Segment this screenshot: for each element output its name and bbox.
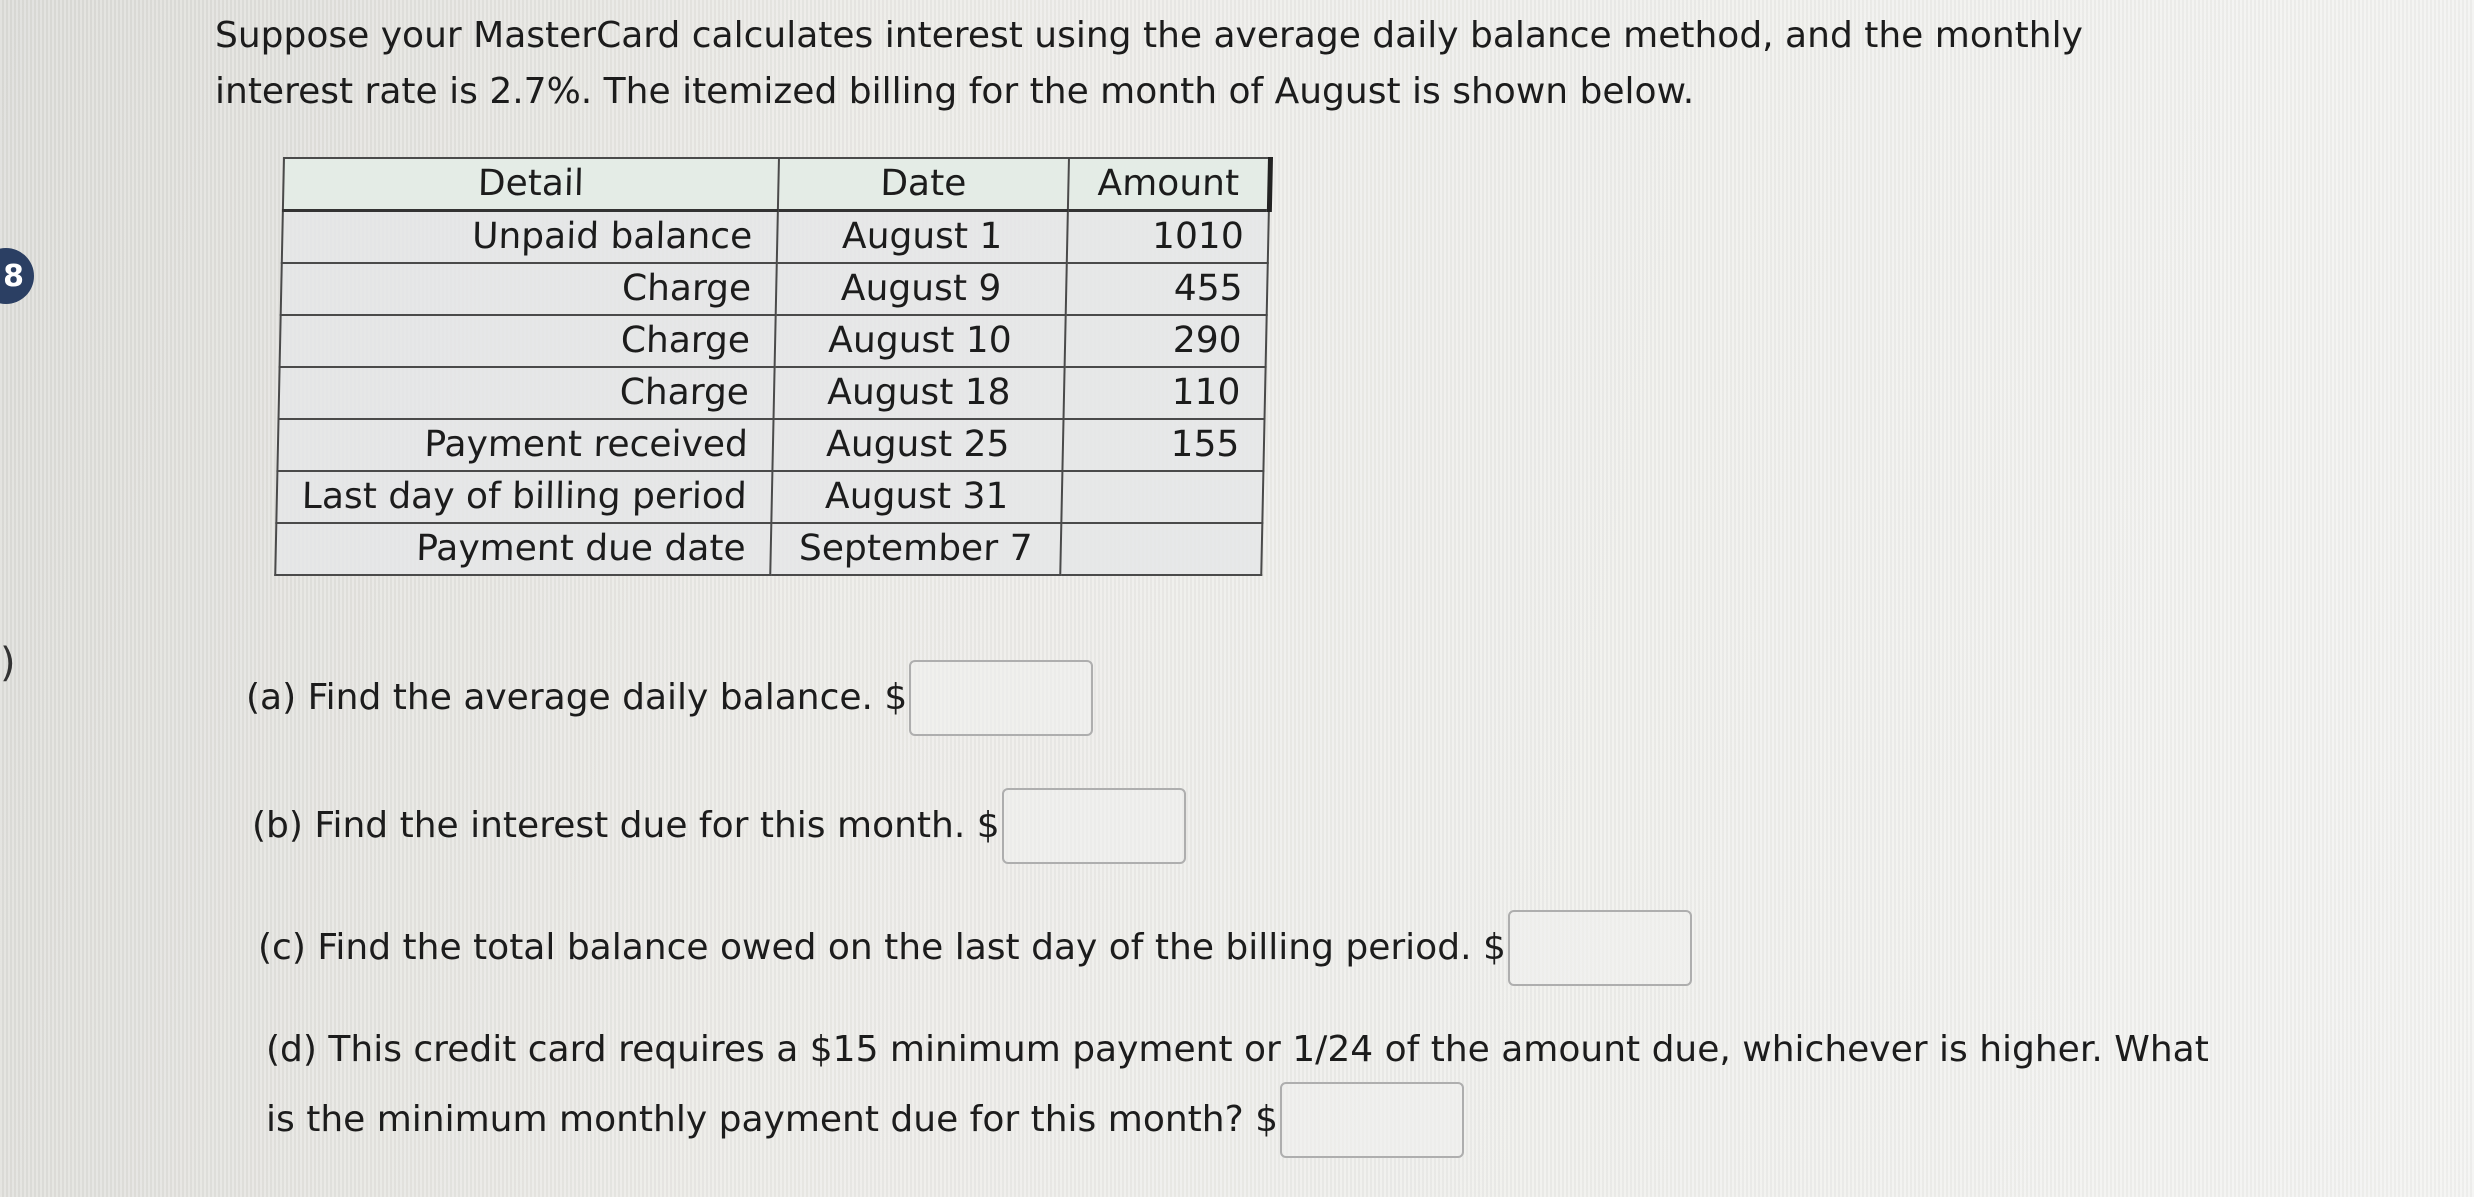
problem-statement-line-1: Suppose your MasterCard calculates interest using the average daily balance method, and the monthly (215, 15, 2083, 56)
cell-amount: 290 (1064, 315, 1267, 367)
cell-amount: 155 (1062, 419, 1265, 471)
cell-amount: 1010 (1067, 211, 1270, 264)
table-row (275, 523, 1262, 575)
header-detail: Detail (283, 158, 779, 211)
question-d-text-line-1: (d) This credit card requires a $15 minimum payment or 1/24 of the amount due, whichever is higher. What (266, 1029, 2209, 1070)
answer-a-input[interactable] (909, 660, 1093, 736)
problem-statement (215, 8, 2215, 120)
cell-date: August 31 (771, 471, 1062, 523)
cell-detail: Charge (281, 263, 777, 315)
table-row (282, 211, 1269, 264)
question-d (266, 1018, 2209, 1158)
cell-detail: Last day of billing period (276, 471, 772, 523)
question-b (252, 788, 1186, 864)
question-number-badge[interactable] (0, 248, 34, 304)
question-b-text: (b) Find the interest due for this month. $ (252, 805, 1000, 846)
problem-statement-line-2: interest rate is 2.7%. The itemized billing for the month of August is shown below. (215, 71, 1695, 112)
answer-c-input[interactable] (1508, 910, 1692, 986)
header-amount: Amount (1068, 158, 1271, 211)
table-header-row (283, 158, 1270, 211)
table-row (277, 419, 1264, 471)
cell-amount: 110 (1063, 367, 1266, 419)
question-number: 8 (3, 258, 24, 294)
table-row (281, 263, 1268, 315)
table-row (276, 471, 1263, 523)
cell-detail: Payment received (277, 419, 773, 471)
header-date: Date (778, 158, 1069, 211)
cell-date: August 25 (772, 419, 1063, 471)
billing-table (274, 157, 1273, 576)
cell-date: August 1 (777, 211, 1068, 264)
cell-detail: Payment due date (275, 523, 771, 575)
cell-detail: Charge (280, 315, 776, 367)
answer-d-input[interactable] (1280, 1082, 1464, 1158)
question-d-text-line-2: is the minimum monthly payment due for this month? $ (266, 1099, 1279, 1140)
cell-detail: Charge (279, 367, 775, 419)
question-c-text: (c) Find the total balance owed on the last day of the billing period. $ (258, 927, 1506, 968)
cell-detail: Unpaid balance (282, 211, 778, 264)
table-row (279, 367, 1266, 419)
edge-fragment: ) (0, 640, 16, 686)
question-a (246, 660, 1093, 736)
cell-date: August 10 (774, 315, 1065, 367)
cell-date: September 7 (770, 523, 1061, 575)
answer-b-input[interactable] (1002, 788, 1186, 864)
question-c (258, 910, 1692, 986)
cell-date: August 18 (773, 367, 1064, 419)
cell-amount (1061, 471, 1264, 523)
cell-date: August 9 (776, 263, 1067, 315)
cell-amount: 455 (1066, 263, 1269, 315)
question-a-text: (a) Find the average daily balance. $ (246, 677, 908, 718)
cell-amount (1060, 523, 1263, 575)
table-row (280, 315, 1267, 367)
